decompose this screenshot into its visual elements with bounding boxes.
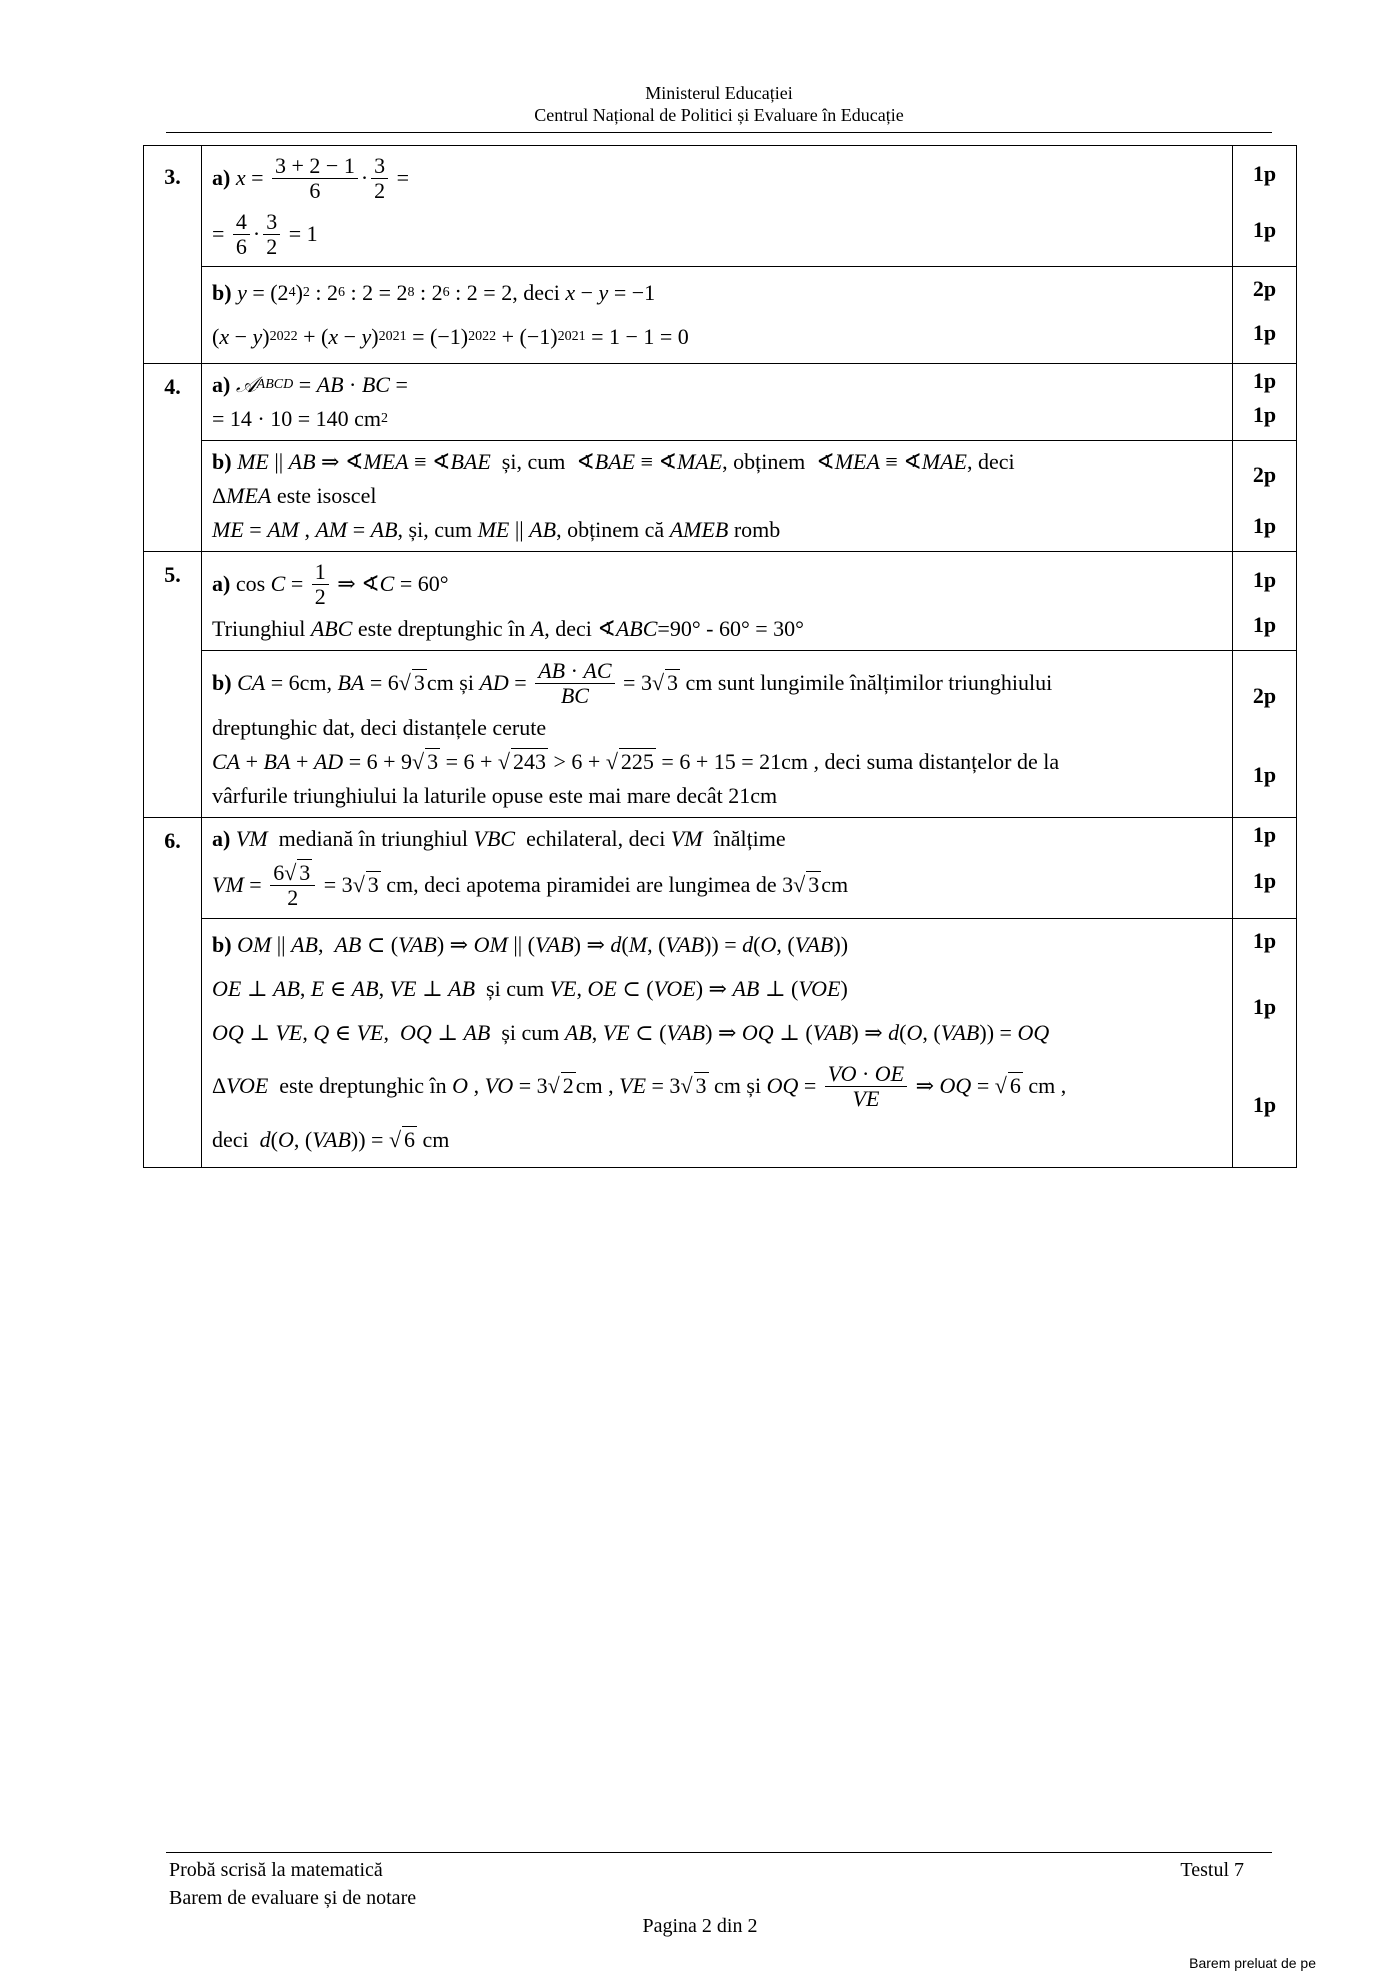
item-5-part-b [144,651,1297,818]
footer-left [169,1856,416,1912]
item-5b-solution: b) CA = 6cm, BA = 6 √ 3 cm și AD = $\frac{AB \cdot AC}{BC}$ = 3 √ 3 cm sunt lungimile înălțimilor triunghiului dreptunghic dat, deci distanțele cerute CA + BA + AD = 6 + 9 √ 3 = 6 + √ 243 > 6 + √ 225 = 6 + 15 = 21cm , deci suma distanțelor de la vârfurile triunghiului la laturile opuse este mai mare decât 21cm [202,651,1233,818]
item-3a-points: 1p 1p [1233,146,1297,267]
item-4a-points: 1p 1p [1233,364,1297,441]
item-5a-solution: a) cos C = $\frac{1}{2}$ ⇒ ∢ C = 60° Triunghiul ABC este dreptunghic în A , deci ∢ ABC =90° - 60° = 30° [202,552,1233,651]
footer-document: Barem de evaluare și de notare [169,1887,417,1909]
item-3-part-a [144,146,1297,267]
page-header [166,82,1272,126]
item-4a-solution: a) 𝒜 ABCD = AB · BC = = 14 · 10 = 140 cm 2 [202,364,1233,441]
footer-test-label: Testul 7 [1180,1859,1244,1881]
item-5a-points: 1p 1p [1233,552,1297,651]
item-6-number: 6. [144,818,202,1168]
footer-divider [166,1852,1272,1853]
item-3-number: 3. [144,146,202,364]
header-divider [166,132,1272,133]
header-ministry: Ministerul Educației [645,83,793,103]
item-5-part-a [144,552,1297,651]
credit-note: Barem preluat de pe [1189,1955,1316,1971]
item-3b-points: 2p 1p [1233,267,1297,364]
grading-table [143,145,1297,1168]
item-4b-solution: b) ME || AB ⇒ ∢ MEA ≡ ∢ BAE și, cum ∢ BAE ≡ ∢ MAE , obținem ∢ MEA ≡ ∢ MAE , deci Δ MEA este isoscel ME = AM , AM = AB , și, cum ME || AB , obținem că AMEB romb [202,441,1233,552]
item-6-part-a [144,818,1297,919]
page-number: Pagina 2 din 2 [642,1915,758,1937]
item-6b-solution: b) OM || AB , AB ⊂ ( VAB ) ⇒ OM || ( VAB ) ⇒ d ( M , ( VAB )) = d ( O , ( VAB )) OE ⊥ AB , E ∈ AB , VE ⊥ AB și cum VE , OE ⊂ ( VOE ) ⇒ AB ⊥ ( VOE ) OQ ⊥ VE , Q ∈ VE , OQ ⊥ AB și cum AB , VE ⊂ ( VAB ) ⇒ OQ ⊥ ( VAB ) ⇒ d ( O , ( VAB )) = OQ Δ VOE este dreptunghic în O , VO = 3 √ 2 cm , VE = 3 √ 3 cm și OQ = $\frac{VO \cdot OE}{VE}$ ⇒ OQ = √ 6 cm , deci d ( O , ( VAB )) = √ 6 cm [202,919,1233,1168]
footer-subject: Probă scrisă la matematică [169,1859,383,1881]
item-5-number: 5. [144,552,202,818]
item-4b-points: 2p 1p [1233,441,1297,552]
item-6-part-b [144,919,1297,1168]
header-center: Centrul Național de Politici și Evaluare în Educație [534,105,904,125]
item-4-part-a [144,364,1297,441]
item-6a-solution: a) VM mediană în triunghiul VBC echilateral, deci VM înălțime VM = $\frac{6√ 3}{2}$ = 3 √ 3 cm , deci apotema piramidei are lungimea de 3 √ 3 cm [202,818,1233,919]
item-6b-points: 1p 1p 1p [1233,919,1297,1168]
item-3b-solution: b) y = (2 4 ) 2 : 2 6 : 2 = 2 8 : 2 6 : 2 = 2 , deci x − y = −1 ( x − y ) 2022 + ( x − y ) 2021 = (−1) 2022 + (−1) 2021 = 1 − 1 = 0 [202,267,1233,364]
item-6a-points: 1p 1p [1233,818,1297,919]
item-4-part-b [144,441,1297,552]
item-3-part-b [144,267,1297,364]
item-5b-points: 2p 1p [1233,651,1297,818]
item-3a-solution: a) x = $\frac{3 + 2 - 1}{6}$ · $\frac{3}{2}$ = = $\frac{4}{6}$ · $\frac{3}{2}$ = 1 [202,146,1233,267]
item-4-number: 4. [144,364,202,552]
